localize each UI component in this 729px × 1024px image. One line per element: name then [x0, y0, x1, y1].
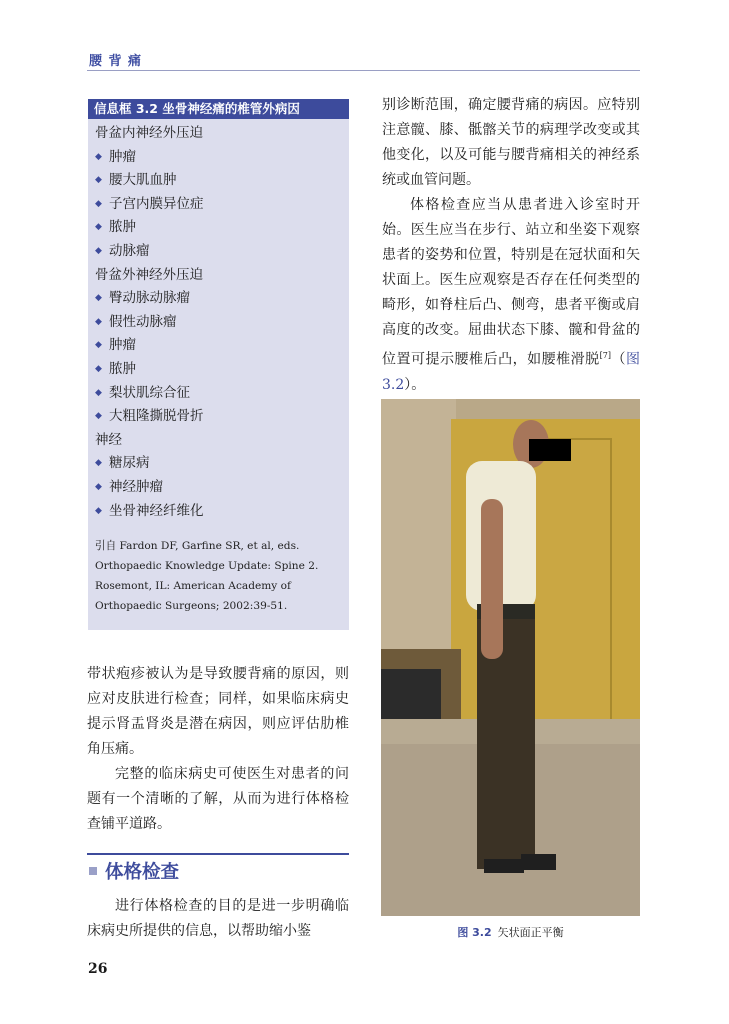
- info-box-item-text: 坐骨神经纤维化: [109, 502, 204, 519]
- info-box-item-text: 梨状肌综合征: [109, 384, 190, 401]
- diamond-bullet-icon: ◆: [95, 411, 102, 422]
- diamond-bullet-icon: ◆: [95, 175, 102, 186]
- info-box-group-label: 神经: [95, 431, 122, 448]
- figure-photo: [381, 399, 640, 916]
- section-heading: [89, 858, 179, 884]
- info-box-list-item: [88, 405, 349, 429]
- figure-caption-text: 矢状面正平衡: [497, 926, 564, 939]
- diamond-bullet-icon: ◆: [95, 505, 102, 516]
- info-box-list-item: [88, 287, 349, 311]
- info-box-item-text: 糖尿病: [109, 455, 150, 472]
- figure-number: 图 3.2: [457, 926, 492, 939]
- section-rule: [87, 853, 349, 855]
- diamond-bullet-icon: ◆: [95, 245, 102, 256]
- left-paragraph-3: 进行体格检查的目的是进一步明确临床病史所提供的信息，以帮助缩小鉴: [87, 898, 349, 939]
- right-paragraph-2: [382, 193, 640, 398]
- info-box-list-item: [88, 382, 349, 406]
- right-paragraph-1: 别诊断范围，确定腰背痛的病因。应特别注意髋、膝、骶髂关节的病理学改变或其他变化，以及可能与腰背痛相关的神经系统或血管问题。: [382, 97, 640, 188]
- info-box: [88, 99, 349, 630]
- citation: [7]: [599, 351, 611, 360]
- diamond-bullet-icon: ◆: [95, 458, 102, 469]
- diamond-bullet-icon: ◆: [95, 293, 102, 304]
- info-box-item-text: 腰大肌血肿: [109, 172, 177, 189]
- info-box-list-item: [88, 358, 349, 382]
- diamond-bullet-icon: ◆: [95, 151, 102, 162]
- diamond-bullet-icon: ◆: [95, 198, 102, 209]
- info-box-item-text: 动脉瘤: [109, 242, 150, 259]
- figure-reference-link[interactable]: 图 3.2: [382, 351, 641, 393]
- info-box-list-item: [88, 476, 349, 500]
- right-paragraph-2-text: 体格检查应当从患者进入诊室时开始。医生应当在步行、站立和坐姿下观察患者的姿势和位置，特别是在冠状面和矢状面上。医生应观察是否存在任何类型的畸形，如脊柱后凸、侧弯，患者平衡或肩高度的改变。屈曲状态下膝、髋和骨盆的位置可提示腰椎后凸，如腰椎滑脱: [382, 197, 640, 368]
- left-paragraph-2: 完整的临床病史可使医生对患者的问题有一个清晰的了解，从而为进行体格检查铺平道路。: [87, 766, 349, 832]
- info-box-group-label: 骨盆外神经外压迫: [95, 266, 203, 283]
- info-box-item-text: 肿瘤: [109, 337, 136, 354]
- info-box-list-item: [88, 216, 349, 240]
- info-box-list-item: [88, 240, 349, 264]
- paren-close: ）。: [404, 376, 426, 393]
- paren-open: （: [610, 351, 627, 368]
- info-box-item-text: 肿瘤: [109, 148, 136, 165]
- info-box-item-text: 大粗隆撕脱骨折: [109, 408, 204, 425]
- info-box-list-item: [88, 169, 349, 193]
- info-box-item-text: 假性动脉瘤: [109, 313, 177, 330]
- info-box-reference: 引自 Fardon DF, Garfine SR, et al, eds. Orthopaedic Knowledge Update: Spine 2. Rosemont, IL: American Academy of Orthopaedic Surgeons; 2002:39-51.: [95, 540, 319, 612]
- info-box-item-text: 脓肿: [109, 219, 136, 236]
- running-header: 腰 背 痛: [89, 54, 143, 69]
- info-box-list-item: [88, 452, 349, 476]
- info-box-group-label: 骨盆内神经外压迫: [95, 125, 203, 141]
- info-box-list-item: [88, 500, 349, 524]
- figure-caption: [381, 924, 640, 940]
- left-paragraph-1: 带状疱疹被认为是导致腰背痛的原因，则应对皮肤进行检查；同样，如果临床病史提示肾盂肾炎是潜在病因，则应评估肋椎角压痛。: [87, 666, 349, 757]
- diamond-bullet-icon: ◆: [95, 316, 102, 327]
- section-heading-text: 体格检查: [105, 862, 180, 883]
- info-box-list: [88, 119, 349, 523]
- info-box-item-text: 脓肿: [109, 360, 136, 377]
- info-box-list-item: [88, 311, 349, 335]
- diamond-bullet-icon: ◆: [95, 363, 102, 374]
- info-box-title: 信息框 3.2 坐骨神经痛的椎管外病因: [88, 99, 349, 119]
- diamond-bullet-icon: ◆: [95, 340, 102, 351]
- diamond-bullet-icon: ◆: [95, 481, 102, 492]
- info-box-item-text: 臀动脉动脉瘤: [109, 290, 190, 307]
- info-box-list-item: [88, 334, 349, 358]
- info-box-item-text: 神经肿瘤: [109, 478, 163, 495]
- figure-photo-illustration: [381, 399, 640, 916]
- page-number: 26: [88, 961, 108, 977]
- info-box-item-text: 子宫内膜异位症: [109, 195, 204, 212]
- info-box-list-item: [88, 193, 349, 217]
- diamond-bullet-icon: ◆: [95, 222, 102, 233]
- header-rule: [87, 70, 640, 71]
- info-box-list-item: [88, 146, 349, 170]
- diamond-bullet-icon: ◆: [95, 387, 102, 398]
- section-square-icon: [89, 867, 97, 875]
